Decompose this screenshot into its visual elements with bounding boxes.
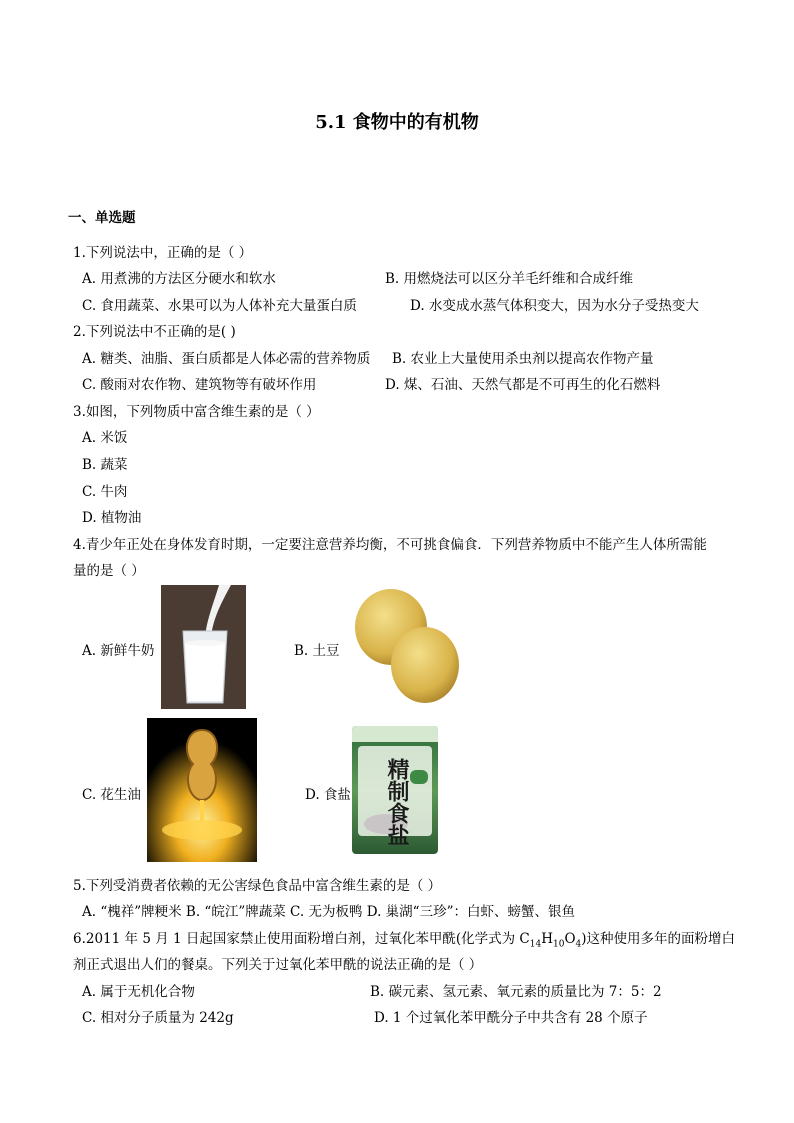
question-1-option-c: C. 食用蔬菜、水果可以为人体补充大量蛋白质 (82, 298, 357, 314)
question-6-option-b: B. 碳元素、氢元素、氧元素的质量比为 7：5：2 (370, 984, 662, 1000)
question-3-option-a: A. 米饭 (82, 430, 128, 446)
question-1-option-a: A. 用煮沸的方法区分硬水和软水 (82, 271, 276, 287)
question-3-stem: 3.如图，下列物质中富含维生素的是（ ） (73, 404, 320, 420)
question-6-option-a: A. 属于无机化合物 (82, 984, 195, 1000)
q6-element-h: H (541, 931, 553, 947)
page-title: 5.1 食物中的有机物 (315, 112, 479, 133)
question-3-option-d: D. 植物油 (82, 510, 142, 526)
question-3-option-c: C. 牛肉 (82, 484, 128, 500)
question-4-option-a: A. 新鲜牛奶 (82, 643, 155, 659)
question-2-stem: 2.下列说法中不正确的是( ) (73, 324, 236, 340)
milk-image (161, 585, 246, 709)
q6-stem-part2: )这种使用多年的面粉增白 (581, 931, 736, 947)
potato-icon (347, 585, 462, 709)
q6-subscript-c: 14 (529, 939, 542, 950)
question-1-option-b: B. 用燃烧法可以区分羊毛纤维和合成纤维 (385, 271, 634, 287)
question-2-option-b: B. 农业上大量使用杀虫剂以提高农作物产量 (392, 351, 654, 367)
question-1-stem: 1.下列说法中，正确的是（ ） (73, 245, 253, 261)
question-4-option-b: B. 土豆 (294, 643, 340, 659)
q6-subscript-o: 4 (575, 939, 582, 950)
question-1-option-d: D. 水变成水蒸气体积变大，因为水分子受热变大 (410, 298, 699, 314)
question-6-stem-line1 (73, 927, 735, 950)
q6-subscript-h: 10 (553, 939, 565, 950)
peanut-oil-icon (147, 718, 257, 862)
question-2-option-d: D. 煤、石油、天然气都是不可再生的化石燃料 (385, 377, 661, 393)
q6-stem-part1: 6.2011 年 5 月 1 日起国家禁止使用面粉增白剂，过氧化苯甲酰(化学式为 C (73, 931, 530, 947)
question-4-option-d: D. 食盐 (305, 787, 351, 803)
question-6-option-c: C. 相对分子质量为 242g (82, 1010, 234, 1026)
question-6-option-d: D. 1 个过氧化苯甲酰分子中共含有 28 个原子 (374, 1010, 648, 1026)
question-4-stem-line2: 量的是（ ） (73, 563, 145, 579)
salt-bag-image (352, 726, 438, 854)
question-6-stem-line2: 剂正式退出人们的餐桌。下列关于过氧化苯甲酰的说法正确的是（ ） (73, 957, 483, 973)
section-heading: 一、单选题 (68, 210, 136, 226)
question-2-option-c: C. 酸雨对农作物、建筑物等有破坏作用 (82, 377, 317, 393)
question-5-stem: 5.下列受消费者依赖的无公害绿色食品中富含维生素的是（ ） (73, 878, 442, 894)
potato-image (347, 585, 462, 709)
salt-bag-text: 精制食盐 (384, 758, 410, 846)
question-4-option-c: C. 花生油 (82, 787, 141, 803)
question-4-stem-line1: 4.青少年正处在身体发育时期，一定要注意营养均衡，不可挑食偏食．下列营养物质中不能产生人体所需能 (73, 537, 707, 553)
peanut-oil-image (147, 718, 257, 862)
milk-glass-icon (161, 585, 246, 709)
question-3-option-b: B. 蔬菜 (82, 457, 128, 473)
question-5-options: A. “槐祥”牌粳米 B. “皖江”牌蔬菜 C. 无为板鸭 D. 巢湖“三珍”：白虾、螃蟹、银鱼 (82, 904, 575, 920)
q6-element-o: O (564, 931, 576, 947)
question-2-option-a: A. 糖类、油脂、蛋白质都是人体必需的营养物质 (82, 351, 371, 367)
